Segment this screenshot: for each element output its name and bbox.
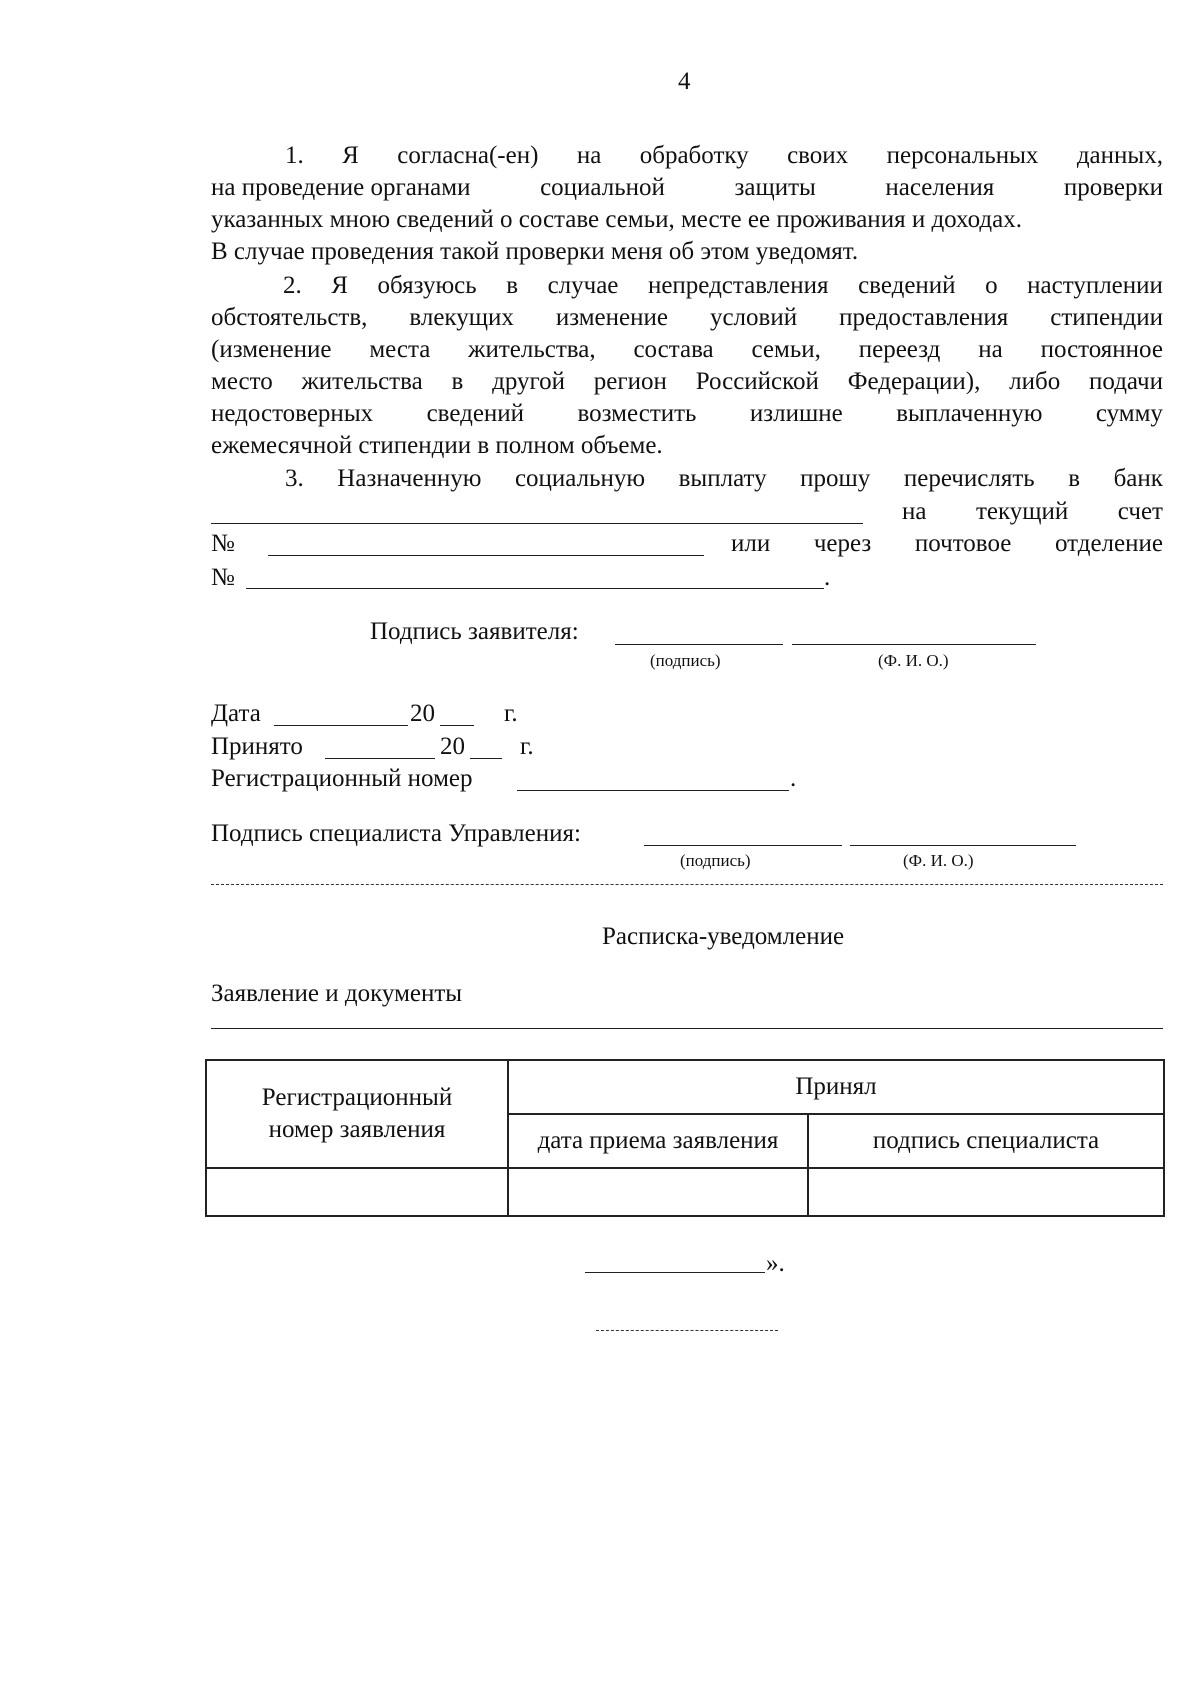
documents-label: Заявление и документы [211,980,463,1007]
accepted-label: Принято [211,733,303,760]
post-office-number-field[interactable] [246,588,824,589]
para2-line1: 2. Я обязуюсь в случае непредставления сведений о наступлении [283,272,1163,299]
applicant-signature-caption: (подпись) [650,651,721,670]
post-office-number-sign: № [211,564,235,591]
para2-line2: обстоятельств, влекущих изменение условий предоставления стипендии [211,304,1163,331]
para3-line1: 3. Назначенную социальную выплату прошу перечислять в банк [285,465,1163,492]
para1-line3: указанных мною сведений о составе семьи, месте ее проживания и доходах. [211,206,1022,233]
para1-line1: 1. Я согласна(-ен) на обработку своих персональных данных, [285,142,1163,169]
end-dash [596,1330,778,1331]
para3-line3: или через почтовое отделение [731,530,1163,557]
date-field[interactable] [274,725,408,726]
specialist-signature-header: подпись специалиста [808,1114,1164,1168]
accepted-year-suffix: г. [520,733,534,760]
page-number: 4 [678,68,691,95]
para2-line5: недостоверных сведений возместить излишне выплаченную сумму [211,400,1163,427]
documents-field[interactable] [211,1028,1163,1029]
receipt-title: Расписка-уведомление [602,923,845,950]
date-label: Дата [211,700,261,727]
account-number-field[interactable] [268,555,704,556]
registration-number-header: Регистрационный номер заявления [206,1060,508,1168]
specialist-name-field[interactable] [850,845,1076,846]
para1-line2: на проведение органами социальной защиты населения проверки [211,174,1163,201]
registration-number-end: . [790,765,797,792]
applicant-signature-label: Подпись заявителя: [370,618,579,645]
specialist-name-caption: (Ф. И. О.) [903,851,974,870]
specialist-signature-caption: (подпись) [680,851,751,870]
para3-line2: на текущий счет [902,498,1163,525]
registration-number-cell[interactable] [206,1168,508,1216]
bank-name-field[interactable] [211,523,863,524]
account-number-sign: № [211,530,235,557]
registration-number-field[interactable] [517,790,789,791]
specialist-signature-cell[interactable] [808,1168,1164,1216]
applicant-name-field[interactable] [792,644,1036,645]
accepted-header: Принял [508,1060,1164,1114]
registration-number-label: Регистрационный номер [211,765,473,792]
accepted-year-prefix: 20 [440,733,465,760]
date-year-field[interactable] [440,725,474,726]
para2-line4: место жительства в другой регион Российской Федерации), либо подачи [211,368,1163,395]
para2-line3: (изменение места жительства, состава семьи, переезд на постоянное [211,336,1163,363]
post-office-end: . [824,564,831,591]
date-received-header: дата приема заявления [508,1114,808,1168]
closing-quote: ». [766,1250,785,1277]
para1-line4: В случае проведения такой проверки меня об этом уведомят. [211,238,859,265]
date-year-suffix: г. [504,700,518,727]
date-received-cell[interactable] [508,1168,808,1216]
cut-line [211,884,1163,885]
closing-line [585,1272,765,1273]
para2-line6: ежемесячной стипендии в полном объеме. [211,432,663,459]
applicant-name-caption: (Ф. И. О.) [878,651,949,670]
accepted-year-field[interactable] [470,758,502,759]
accepted-date-field[interactable] [325,758,435,759]
applicant-signature-field[interactable] [615,644,783,645]
specialist-signature-label: Подпись специалиста Управления: [211,820,581,847]
receipt-table [205,1059,1165,1217]
specialist-signature-field[interactable] [644,845,842,846]
date-year-prefix: 20 [410,700,435,727]
